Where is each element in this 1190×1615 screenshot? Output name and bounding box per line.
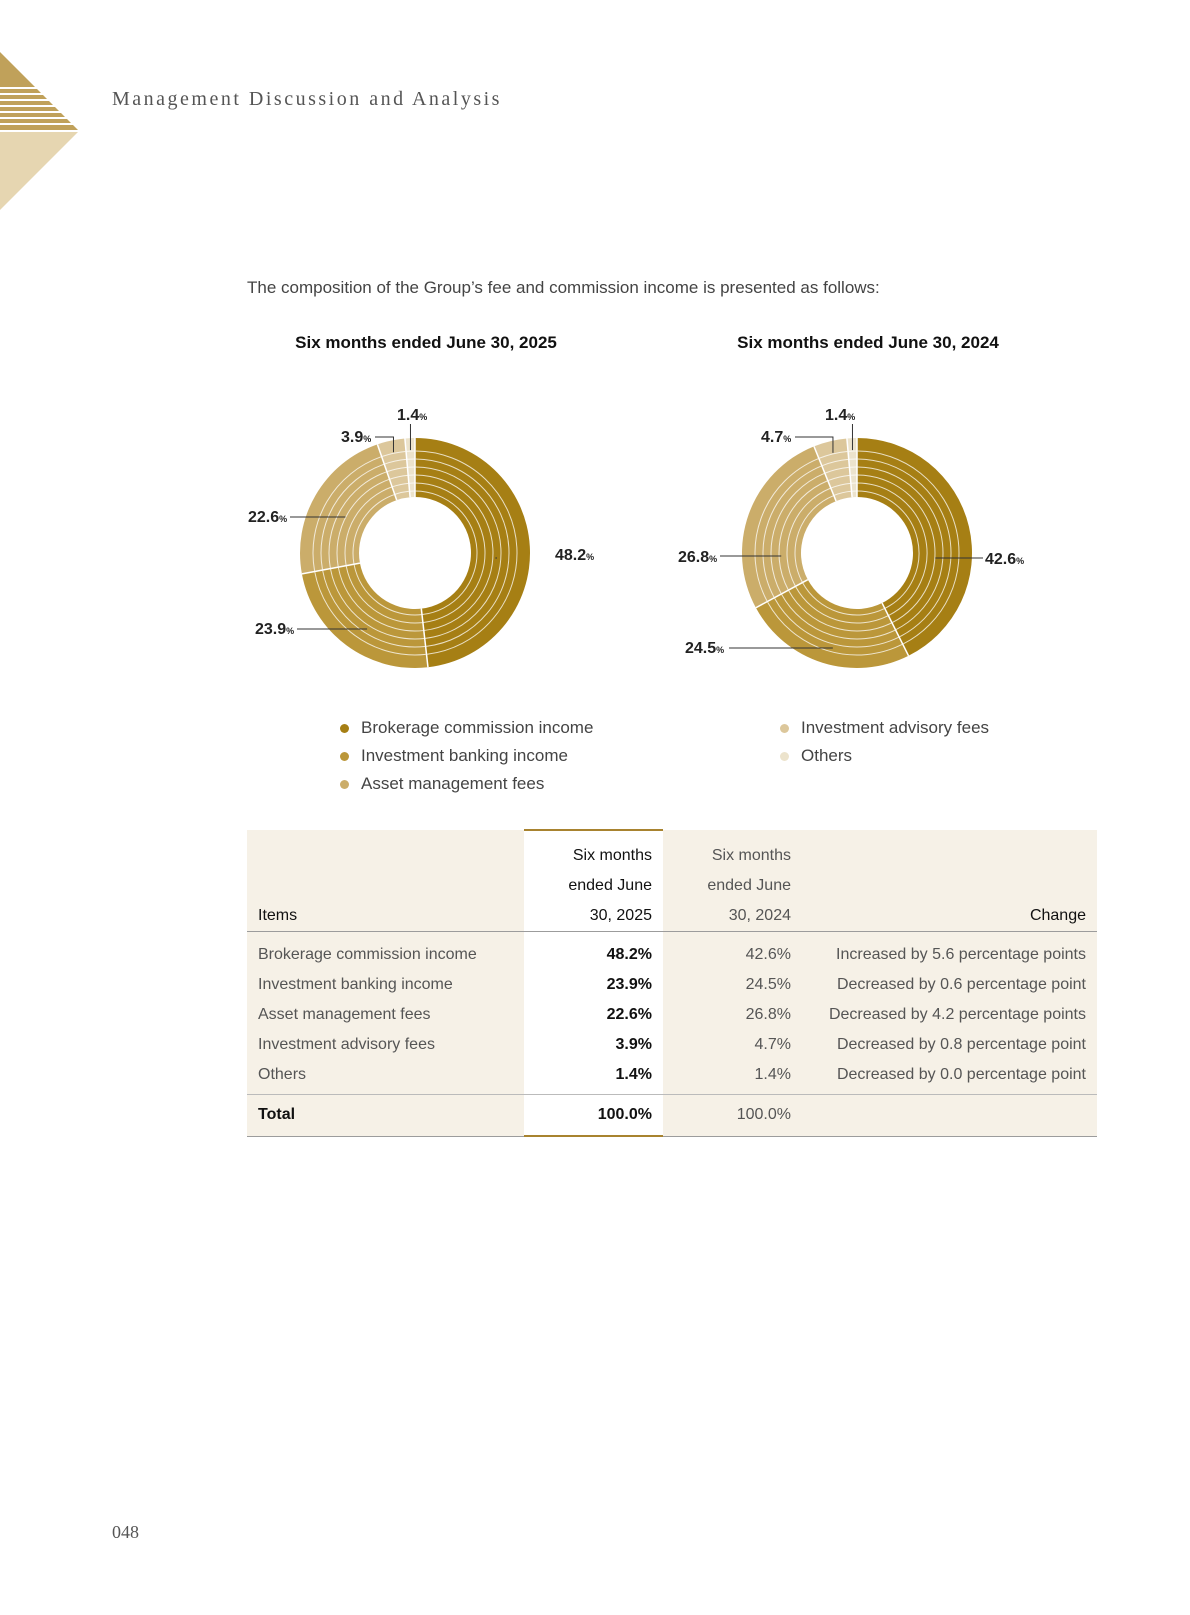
cell-change: Decreased by 0.6 percentage point	[802, 970, 1097, 1000]
chart-title-2024: Six months ended June 30, 2024	[737, 333, 999, 352]
cell-change: Decreased by 0.8 percentage point	[802, 1030, 1097, 1060]
legend-dot	[340, 780, 349, 789]
page-number: 048	[112, 1522, 139, 1542]
legend-label: Brokerage commission income	[361, 718, 594, 737]
header-line: ended June	[568, 877, 652, 894]
cell-item: Asset management fees	[247, 1000, 524, 1030]
cell-current: 48.2%	[524, 932, 663, 971]
legend-item-brokerage	[340, 714, 593, 742]
header-line: ended June	[707, 877, 791, 894]
cell-current: 1.4%	[524, 1060, 663, 1095]
legend-dot	[340, 752, 349, 761]
legend-left	[340, 714, 593, 798]
cell-total-current: 100.0%	[524, 1095, 663, 1137]
cell-change: Decreased by 4.2 percentage points	[802, 1000, 1097, 1030]
cell-previous: 26.8%	[663, 1000, 802, 1030]
data-label-advisory: 4.7%	[761, 429, 792, 446]
table-row	[247, 1000, 1097, 1030]
chart-title-2025: Six months ended June 30, 2025	[295, 333, 557, 352]
header-line: 30, 2025	[589, 907, 652, 924]
data-label-others: 1.4%	[825, 407, 856, 424]
section-header-title: Management Discussion and Analysis	[112, 88, 502, 110]
legend-label: Others	[801, 746, 853, 765]
legend-label: Asset management fees	[361, 774, 545, 793]
legend-item-advisory	[780, 714, 989, 742]
donut-slice-asset	[742, 446, 836, 607]
cell-previous: 1.4%	[663, 1060, 802, 1095]
header-line: Six months	[572, 847, 652, 864]
donut-slice-banking	[302, 563, 428, 668]
cell-current: 23.9%	[524, 970, 663, 1000]
cell-change: Increased by 5.6 percentage points	[802, 932, 1097, 971]
table-total-row	[247, 1095, 1097, 1137]
corner-decoration-graphic	[0, 52, 80, 212]
data-label-banking: 23.9%	[255, 621, 295, 638]
cell-item: Brokerage commission income	[247, 932, 524, 971]
donut-chart-2025	[215, 390, 635, 700]
cell-total-previous: 100.0%	[663, 1095, 802, 1137]
data-label-asset: 26.8%	[678, 549, 718, 566]
legend-item-asset	[340, 770, 593, 798]
cell-previous: 42.6%	[663, 932, 802, 971]
header-items: Items	[247, 830, 524, 932]
composition-table	[247, 829, 1097, 1137]
table-row	[247, 1030, 1097, 1060]
data-label-banking: 24.5%	[685, 640, 725, 657]
cell-total-label: Total	[247, 1095, 524, 1137]
table-row	[247, 970, 1097, 1000]
cell-item: Investment advisory fees	[247, 1030, 524, 1060]
legend-dot	[340, 724, 349, 733]
header-line: Six months	[711, 847, 791, 864]
donut-slice-brokerage	[415, 438, 530, 667]
header-line: 30, 2024	[728, 907, 791, 924]
cell-total-change-empty	[802, 1095, 1097, 1137]
data-label-others: 1.4%	[397, 407, 428, 424]
cell-change: Decreased by 0.0 percentage point	[802, 1060, 1097, 1095]
data-label-brokerage: 48.2%	[555, 547, 595, 564]
header-current-period	[524, 830, 663, 932]
data-label-brokerage: 42.6%	[985, 551, 1025, 568]
cell-previous: 24.5%	[663, 970, 802, 1000]
cell-item: Others	[247, 1060, 524, 1095]
legend-item-banking	[340, 742, 593, 770]
header-change: Change	[802, 830, 1097, 932]
cell-item: Investment banking income	[247, 970, 524, 1000]
table-row	[247, 1060, 1097, 1095]
data-label-advisory: 3.9%	[341, 429, 372, 446]
legend-label: Investment banking income	[361, 746, 568, 765]
donut-slice-asset	[300, 444, 397, 574]
header-previous-period	[663, 830, 802, 932]
cell-previous: 4.7%	[663, 1030, 802, 1060]
legend-dot	[780, 752, 789, 761]
intro-text: The composition of the Group’s fee and commission income is presented as follows:	[247, 278, 880, 297]
cell-current: 22.6%	[524, 1000, 663, 1030]
table-header-row	[247, 830, 1097, 932]
donut-chart-2024	[657, 390, 1077, 700]
table-row	[247, 932, 1097, 971]
legend-right	[780, 714, 989, 770]
data-label-asset: 22.6%	[248, 509, 288, 526]
legend-item-others	[780, 742, 989, 770]
cell-current: 3.9%	[524, 1030, 663, 1060]
legend-label: Investment advisory fees	[801, 718, 990, 737]
legend-dot	[780, 724, 789, 733]
